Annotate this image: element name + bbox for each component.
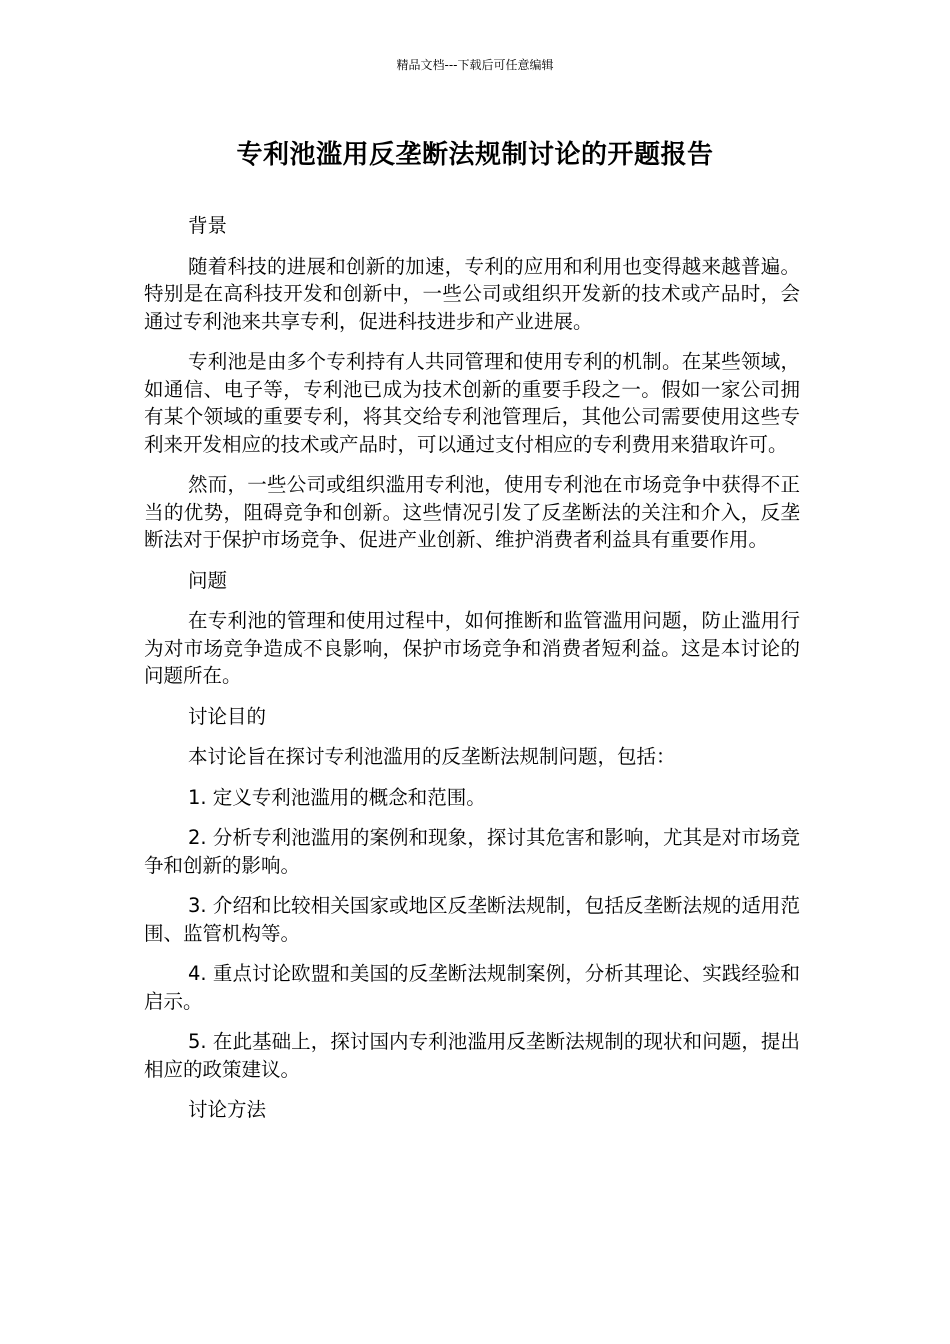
section-heading-purpose: 讨论目的 — [188, 704, 267, 728]
page-header: 精品文档---下载后可任意编辑 — [396, 58, 554, 72]
list-item-purpose-3: 3. 介绍和比较相关国家或地区反垄断法规制，包括反垄断法规的适用范围、监管机构等。 — [144, 894, 800, 945]
list-item-purpose-5: 5. 在此基础上，探讨国内专利池滥用反垄断法规制的现状和问题，提出相应的政策建议。 — [144, 1030, 800, 1081]
section-heading-background: 背景 — [188, 214, 228, 237]
paragraph-background-2: 专利池是由多个专利持有人共同管理和使用专利的机制。在某些领域，如通信、电子等，专利池已成为技术创新的重要手段之一。假如一家公司拥有某个领域的重要专利，将其交给专利池管理后，其他公司需要使用这些专利来开发相应的技术或产品时，可以通过支付相应的专利费用来猎取许可。 — [144, 350, 800, 456]
list-item-purpose-1: 1. 定义专利池滥用的概念和范围。 — [188, 785, 486, 809]
paragraph-purpose-intro: 本讨论旨在探讨专利池滥用的反垄断法规制问题，包括： — [188, 745, 676, 768]
section-heading-problem: 问题 — [188, 568, 228, 592]
paragraph-background-1: 随着科技的进展和创新的加速，专利的应用和利用也变得越来越普遍。特别是在高科技开发和创新中，一些公司或组织开发新的技术或产品时，会通过专利池来共享专利，促进科技进步和产业进展。 — [144, 254, 800, 333]
list-item-purpose-2: 2. 分析专利池滥用的案例和现象，探讨其危害和影响，尤其是对市场竞争和创新的影响。 — [144, 826, 800, 877]
list-item-purpose-4: 4. 重点讨论欧盟和美国的反垄断法规制案例，分析其理论、实践经验和启示。 — [144, 962, 800, 1013]
paragraph-problem-1: 在专利池的管理和使用过程中，如何推断和监管滥用问题，防止滥用行为对市场竞争造成不良影响，保护市场竞争和消费者短利益。这是本讨论的问题所在。 — [144, 609, 800, 687]
document-title: 专利池滥用反垄断法规制讨论的开题报告 — [236, 140, 714, 170]
paragraph-background-3: 然而，一些公司或组织滥用专利池，使用专利池在市场竞争中获得不正当的优势，阻碍竞争和创新。这些情况引发了反垄断法的关注和介入，反垄断法对于保护市场竞争、促进产业创新、维护消费者利益具有重要作用。 — [144, 473, 800, 551]
section-heading-method: 讨论方法 — [188, 1098, 267, 1121]
document-body — [144, 212, 800, 1137]
